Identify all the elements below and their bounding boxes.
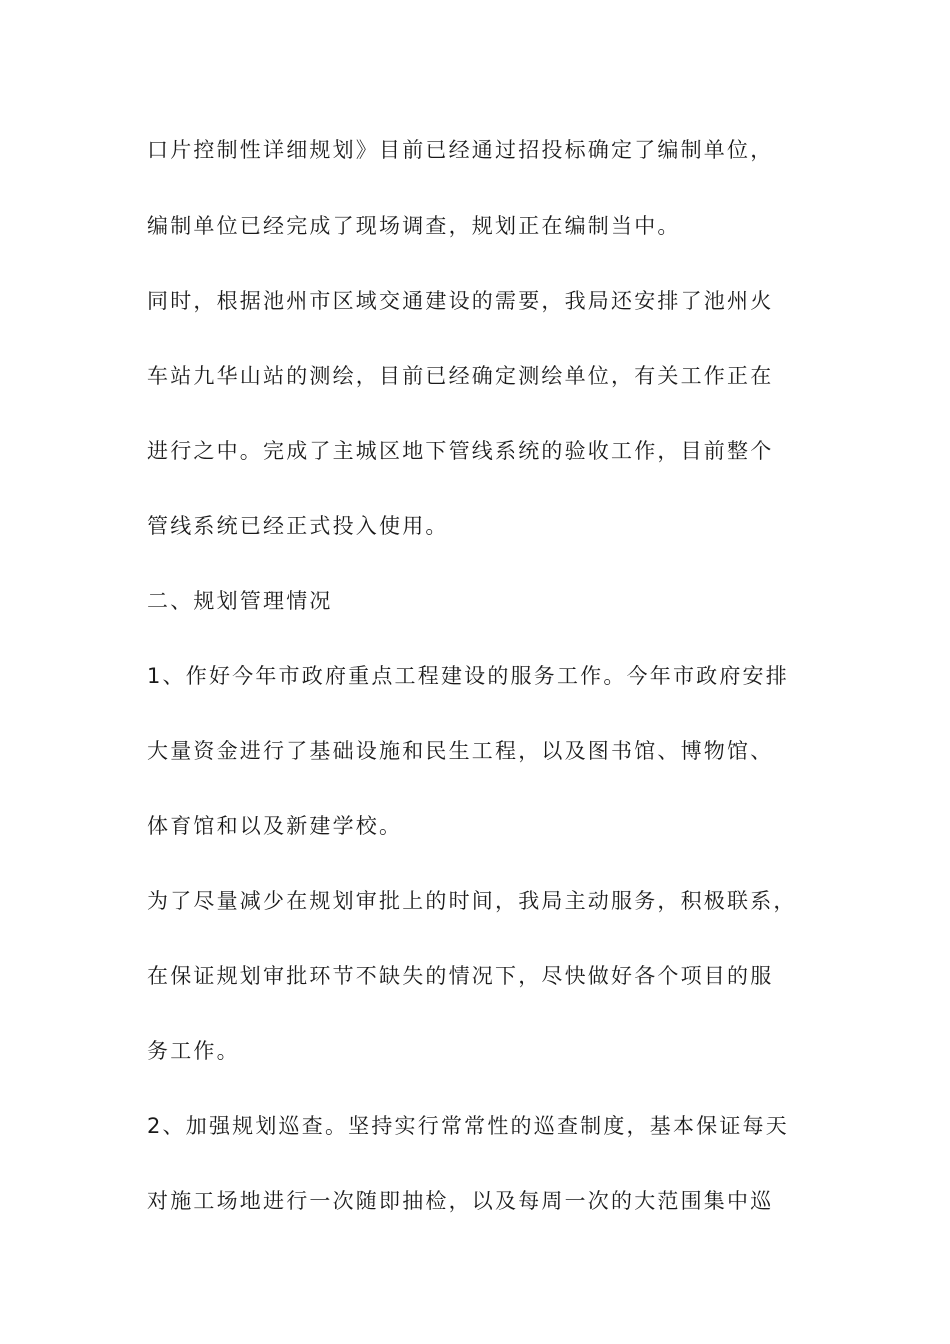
text-line: 体育馆和以及新建学校。: [147, 814, 403, 838]
text-line: 大量资金进行了基础设施和民生工程，以及图书馆、博物馆、: [147, 739, 774, 763]
text-line: 为了尽量减少在规划审批上的时间，我局主动服务，积极联系，: [147, 889, 797, 913]
text-line: 口片控制性详细规划》目前已经通过招投标确定了编制单位，: [147, 138, 774, 162]
text-line: 在保证规划审批环节不缺失的情况下，尽快做好各个项目的服: [147, 964, 774, 988]
text-line: 车站九华山站的测绘，目前已经确定测绘单位，有关工作正在: [147, 364, 774, 388]
text-line: 同时，根据池州市区域交通建设的需要，我局还安排了池州火: [147, 289, 774, 313]
text-line: 对施工场地进行一次随即抽检，以及每周一次的大范围集中巡: [147, 1189, 774, 1213]
text-line: 编制单位已经完成了现场调查，规划正在编制当中。: [147, 214, 681, 238]
text-line: 2、加强规划巡查。坚持实行常常性的巡查制度，基本保证每天: [147, 1114, 789, 1138]
text-line: 1、作好今年市政府重点工程建设的服务工作。今年市政府安排: [147, 664, 789, 688]
text-line: 务工作。: [147, 1039, 240, 1063]
text-line: 进行之中。完成了主城区地下管线系统的验收工作，目前整个: [147, 439, 774, 463]
text-line: 管线系统已经正式投入使用。: [147, 514, 449, 538]
section-heading: 二、规划管理情况: [147, 589, 333, 613]
